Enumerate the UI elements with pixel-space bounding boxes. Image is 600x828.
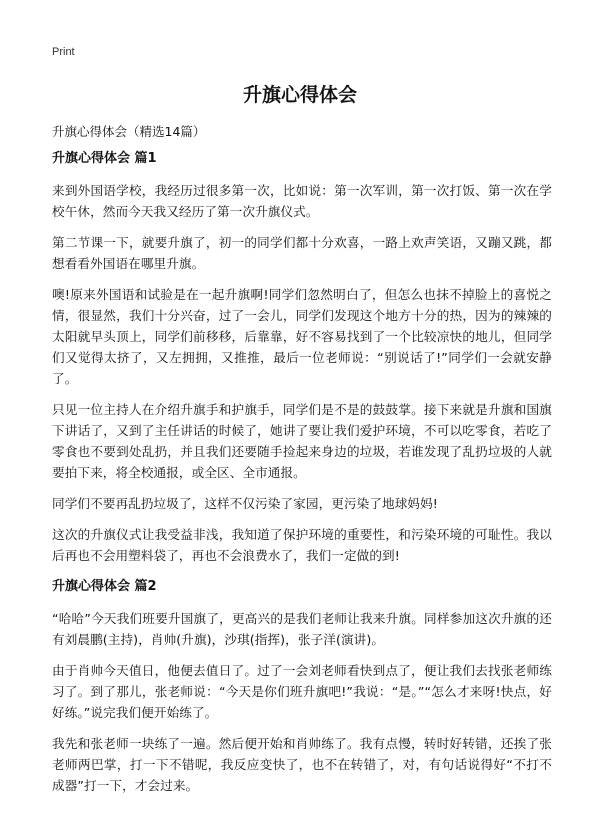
paragraph: 这次的升旗仪式让我受益非浅，我知道了保护环境的重要性，和污染环境的可耻性。我以后再也不会用塑料袋了，再也不会浪费水了，我们一定做的到! bbox=[52, 527, 552, 563]
document-subtitle: 升旗心得体会（精选14篇） bbox=[52, 124, 206, 139]
paragraph: 第二节课一下，就要升旗了，初一的同学们都十分欢喜，一路上欢声笑语，又蹦又跳，都想看看外国语在哪里升旗。 bbox=[52, 235, 552, 271]
section-heading: 升旗心得体会 篇2 bbox=[52, 579, 157, 594]
paragraph: “哈哈”今天我们班要升国旗了，更高兴的是我们老师让我来升旗。同样参加这次升旗的还有刘晨鹏(主持)，肖帅(升旗)，沙琪(指挥)，张子洋(演讲)。 bbox=[52, 611, 552, 647]
paragraph: 由于肖帅今天值日，他便去值日了。过了一会刘老师看快到点了，便让我们去找张老师练习了。到了那儿，张老师说：“今天是你们班升旗吧!”我说：“是。”“怎么才来呀!快点，好好练。”说完我们便开始练了。 bbox=[52, 663, 552, 720]
section-2 bbox=[52, 576, 552, 796]
paragraph: 同学们不要再乱扔垃圾了，这样不仅污染了家园，更污染了地球妈妈! bbox=[52, 496, 438, 511]
print-link[interactable]: Print bbox=[52, 46, 75, 58]
paragraph: 我先和张老师一块练了一遍。然后便开始和肖帅练了。我有点慢，转时好转错，还挨了张老师两巴掌，打一下不错呢，我反应变快了，也不在转错了，对，有句话说得好“不打不成器”打一下，才会过来。 bbox=[52, 736, 552, 793]
paragraph: 只见一位主持人在介绍升旗手和护旗手，同学们是不是的鼓鼓掌。接下来就是升旗和国旗下讲话了，又到了主任讲话的时候了，她讲了要让我们爱护环境，不可以吃零食，若吃了零食也不要到处乱扔，并且我们还要随手捡起来身边的垃圾，若谁发现了乱扔垃圾的人就要拍下来，将全校通报，或全区、全市通报。 bbox=[52, 402, 552, 480]
section-heading: 升旗心得体会 篇1 bbox=[52, 151, 157, 166]
section-1 bbox=[52, 148, 552, 566]
paragraph: 来到外国语学校，我经历过很多第一次，比如说：第一次军训，第一次打饭、第一次在学校午休，然而今天我又经历了第一次升旗仪式。 bbox=[52, 183, 552, 219]
document-content bbox=[52, 148, 552, 806]
paragraph: 噢!原来外国语和试验是在一起升旗啊!同学们忽然明白了，但怎么也抹不掉脸上的喜悦之情，很显然，我们十分兴奋，过了一会儿，同学们发现这个地方十分的热，因为的辣辣的太阳就早头顶上，同学们前移移，后靠靠，好不容易找到了一个比较凉快的地儿，但同学们又觉得太挤了，又左拥拥，又推推，最后一位老师说：“别说话了!”同学们一会就安静了。 bbox=[52, 287, 552, 386]
page-title: 升旗心得体会 bbox=[242, 84, 357, 106]
